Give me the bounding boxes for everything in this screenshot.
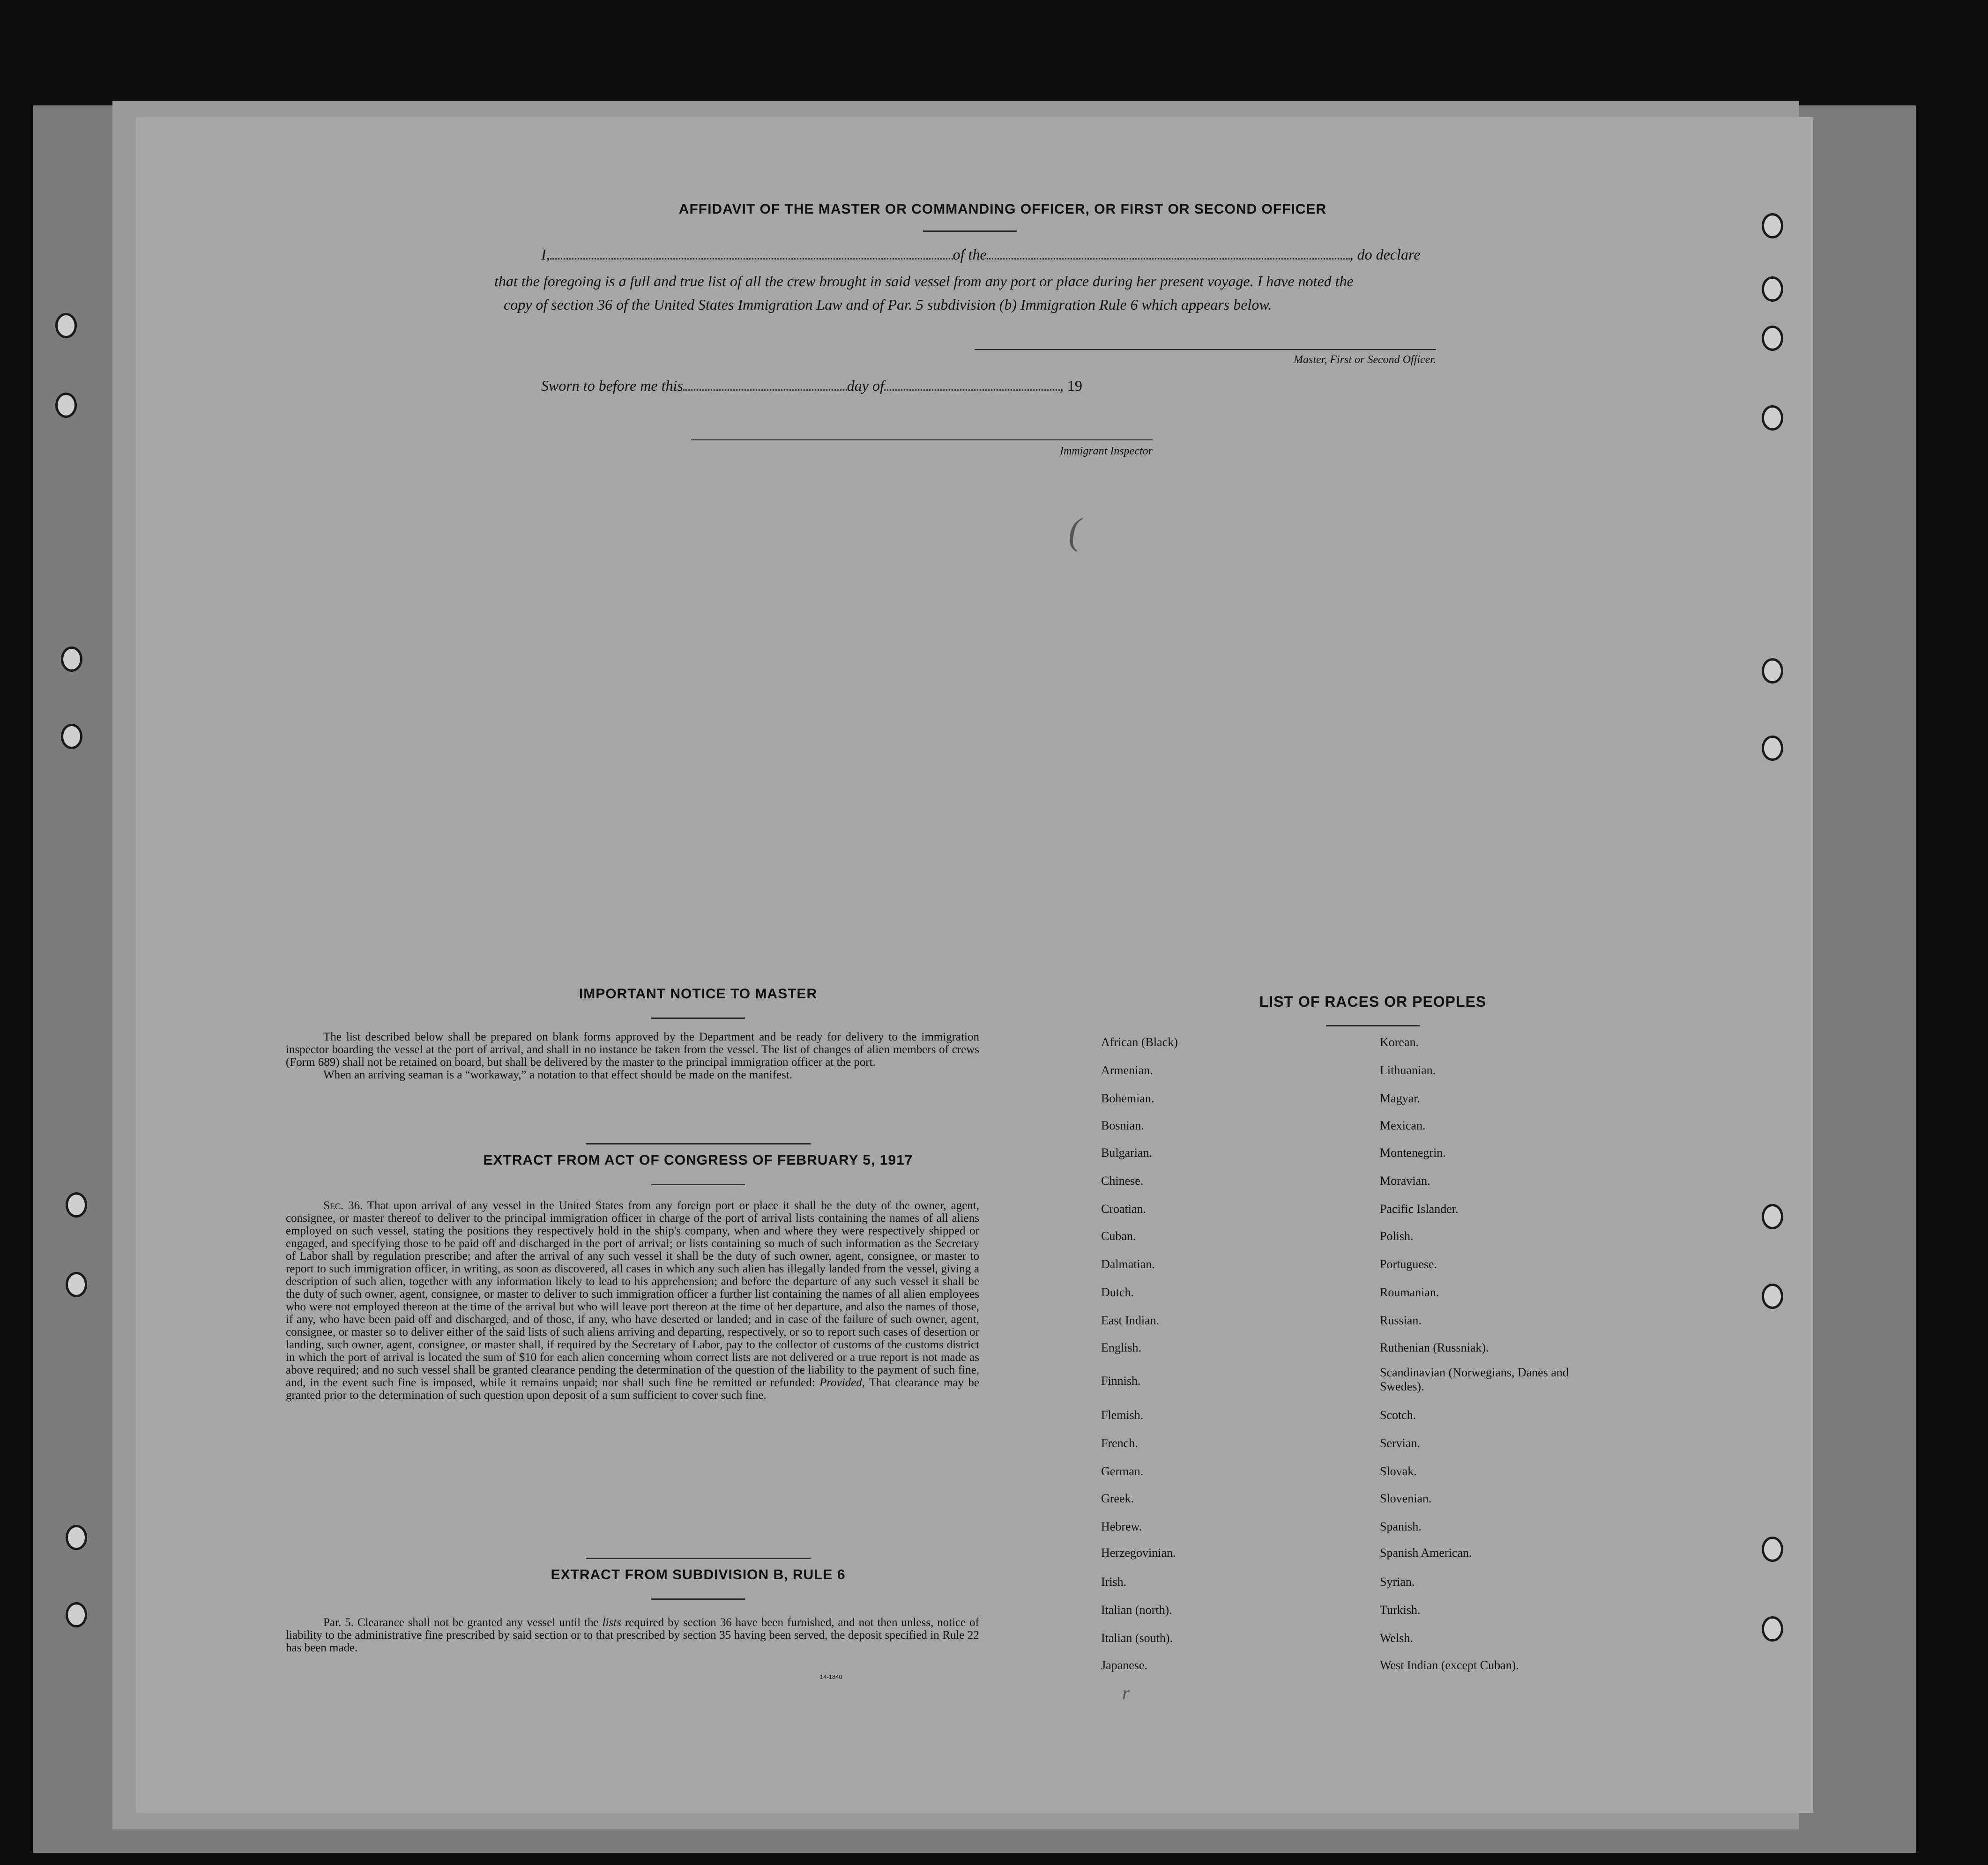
binder-hole: [1762, 1616, 1783, 1642]
do-declare-label: , do declare: [1349, 246, 1421, 263]
binder-hole: [1762, 326, 1783, 351]
rule-extract-title: EXTRACT FROM SUBDIVISION B, RULE 6: [551, 1567, 846, 1583]
race-item: Cuban.: [1101, 1229, 1136, 1243]
race-item: Syrian.: [1380, 1575, 1415, 1589]
declarant-prefix: I,: [541, 246, 550, 263]
race-item: Japanese.: [1101, 1658, 1147, 1672]
race-item: Armenian.: [1101, 1063, 1153, 1077]
section-label: Sec. 36.: [323, 1199, 363, 1212]
notice-divider: [651, 1018, 745, 1019]
binder-hole: [61, 724, 82, 749]
act-extract-text: [286, 1199, 979, 1402]
inspector-label: Immigrant Inspector: [1060, 445, 1153, 457]
affidavit-title: AFFIDAVIT OF THE MASTER OR COMMANDING OFFICER, OR FIRST OR SECOND OFFICER: [678, 201, 1327, 217]
race-item: East Indian.: [1101, 1314, 1160, 1327]
binder-hole: [1762, 1284, 1783, 1309]
race-item: Portuguese.: [1380, 1257, 1437, 1271]
race-item: Dalmatian.: [1101, 1257, 1155, 1271]
sworn-day-field[interactable]: [683, 380, 847, 391]
race-item: Pacific Islander.: [1380, 1202, 1459, 1216]
race-item: Roumanian.: [1380, 1285, 1439, 1299]
race-item: Ruthenian (Russniak).: [1380, 1341, 1489, 1354]
rule-text-after: required by section 36 have been furnished, and not then unless, notice of liability to the administrative fine prescribed by said section or to that prescribed by section 35 having been served, the deposit specified in Rule 22 has been made.: [286, 1616, 980, 1654]
binder-hole: [66, 1272, 87, 1297]
race-item: Flemish.: [1101, 1408, 1144, 1422]
notice-text: [286, 1031, 979, 1081]
proviso-text: That clearance may be granted prior to the determination of such question upon deposit of a sum sufficient to cover such fine.: [286, 1376, 979, 1402]
race-item: Magyar.: [1380, 1092, 1420, 1105]
section-divider: [586, 1143, 811, 1144]
binder-hole: [1762, 1204, 1783, 1229]
year-label: , 19: [1059, 377, 1082, 394]
race-item: Croatian.: [1101, 1202, 1147, 1216]
section-36-text: That upon arrival of any vessel in the United States from any foreign port or place it shall be the duty of the owner, agent, consignee, or master thereof to deliver to the principal immigration officer in charge of the port of arrival lists containing the names of all aliens employed on such vessel, stating the positions they respectively hold in the ship's company, when and where they were respectively shipped or engaged, and specifying those to be paid off and discharged in the port of arrival; or lists containing so much of such information as the Secretary of Labor shall by regulation prescribe; and after the arrival of any such vessel it shall be the duty of such owner, agent, consignee, or master to report to such immigration officer, in writing, as soon as discovered, all cases in which any such alien has illegally landed from the vessel, giving a description of such alien, together with any information likely to lead to his apprehension; and before the departure of any such vessel it shall be the duty of such owner, agent, consignee, or master to deliver to such immigration officer a further list containing the names of all alien employees who were not employed thereon at the time of the arrival but who will leave port thereon at the time of her departure, and also the names of those, if any, who have been paid off and discharged, and of those, if any, who have deserted or landed; and in case of the failure of such owner, agent, consignee, or master so to deliver either of the said lists of such aliens arriving and departing, respectively, or so to report such cases of desertion or landing, such owner, agent, consignee, or master shall, if required by the Secretary of Labor, pay to the collector of customs of the customs district in which the port of arrival is located the sum of $10 for each alien concerning whom correct lists are not delivered or a true report is not made as above required; and no such vessel shall be granted clearance pending the determination of the question of the liability to the payment of such fine, and, in the event such fine is imposed, while it remains unpaid; nor shall such fine be remitted or refunded:: [286, 1199, 980, 1389]
binder-hole: [1762, 213, 1783, 238]
race-item: Scotch.: [1380, 1408, 1416, 1422]
race-item: African (Black): [1101, 1035, 1178, 1049]
sworn-line: [541, 377, 1082, 394]
binder-hole: [1762, 276, 1783, 302]
form-number: 14-1840: [820, 1673, 842, 1680]
affidavit-text-line-3: copy of section 36 of the United States Immigration Law and of Par. 5 subdivision (b) Immigration Rule 6 which appears below.: [504, 296, 1272, 313]
sworn-month-field[interactable]: [884, 380, 1060, 391]
act-extract-title: EXTRACT FROM ACT OF CONGRESS OF FEBRUARY 5, 1917: [483, 1152, 913, 1168]
race-item: Polish.: [1380, 1229, 1414, 1243]
race-item: Servian.: [1380, 1436, 1420, 1450]
race-item: Mexican.: [1380, 1119, 1426, 1132]
inspector-signature-line[interactable]: [691, 439, 1153, 440]
race-item: Slovak.: [1380, 1464, 1417, 1478]
race-item: Scandinavian (Norwegians, Danes and Swedes).: [1380, 1366, 1569, 1393]
race-item: Finnish.: [1101, 1374, 1141, 1388]
master-signature-line[interactable]: [975, 349, 1436, 350]
binder-hole: [1762, 1537, 1783, 1562]
binder-hole: [66, 1525, 87, 1550]
race-item: Russian.: [1380, 1314, 1422, 1327]
rule-divider: [651, 1598, 745, 1600]
affidavit-declaration-line: [541, 246, 1420, 263]
act-divider: [651, 1184, 745, 1185]
race-item: Bohemian.: [1101, 1092, 1154, 1105]
race-item: Lithuanian.: [1380, 1063, 1436, 1077]
race-item: Spanish American.: [1380, 1546, 1472, 1560]
race-item: Slovenian.: [1380, 1492, 1432, 1505]
rule-text-before: Par. 5. Clearance shall not be granted any vessel until the: [323, 1616, 599, 1629]
sworn-prefix: Sworn to before me this: [541, 377, 683, 394]
section-divider: [586, 1558, 811, 1559]
race-item: Herzegovinian.: [1101, 1546, 1176, 1560]
race-item: Spanish.: [1380, 1520, 1422, 1533]
binder-hole: [55, 313, 77, 338]
race-item: Dutch.: [1101, 1285, 1134, 1299]
declarant-name-field[interactable]: [550, 249, 953, 260]
race-item: West Indian (except Cuban).: [1380, 1658, 1519, 1672]
race-item: Montenegrin.: [1380, 1146, 1446, 1159]
rule-extract-text: [286, 1616, 979, 1654]
binder-hole: [66, 1192, 87, 1218]
binder-hole: [66, 1602, 87, 1627]
races-divider: [1326, 1025, 1420, 1026]
race-item: English.: [1101, 1341, 1141, 1354]
binder-hole: [1762, 658, 1783, 684]
race-item: Korean.: [1380, 1035, 1419, 1049]
stray-pencil-mark: (: [1068, 511, 1081, 552]
notice-title: IMPORTANT NOTICE TO MASTER: [579, 986, 818, 1002]
race-item: Greek.: [1101, 1492, 1134, 1505]
races-title: LIST OF RACES OR PEOPLES: [1259, 993, 1487, 1010]
day-of-label: day of: [847, 377, 884, 394]
race-item: French.: [1101, 1436, 1138, 1450]
race-item: Welsh.: [1380, 1631, 1413, 1645]
race-item: Moravian.: [1380, 1174, 1430, 1188]
race-item: Hebrew.: [1101, 1520, 1142, 1533]
title-divider: [923, 230, 1017, 232]
race-item: Irish.: [1101, 1575, 1127, 1589]
of-the-label: of the: [953, 246, 987, 263]
binder-hole: [1762, 405, 1783, 431]
binder-hole: [61, 646, 82, 672]
form-page: [136, 117, 1813, 1813]
notice-paragraph-1: The list described below shall be prepared on blank forms approved by the Department and be ready for delivery to the immigration inspector boarding the vessel at the port of arrival, and shall in no instance be taken from the vessel. The list of changes of alien members of crews (Form 689) shall not be retained on board, but shall be delivered by the master to the principal immigration officer at the port.: [286, 1031, 979, 1069]
race-item: Bulgarian.: [1101, 1146, 1153, 1159]
race-item: Bosnian.: [1101, 1119, 1144, 1132]
vessel-name-field[interactable]: [987, 249, 1350, 260]
race-item: Italian (north).: [1101, 1603, 1172, 1617]
race-item: Italian (south).: [1101, 1631, 1173, 1645]
lists-word: lists: [602, 1616, 621, 1629]
notice-paragraph-2: When an arriving seaman is a “workaway,” a notation to that effect should be made on the manifest.: [323, 1069, 793, 1081]
proviso-word: Provided,: [819, 1376, 865, 1389]
master-signature-label: Master, First or Second Officer.: [1294, 354, 1436, 366]
binder-hole: [55, 393, 77, 418]
binder-hole: [1762, 736, 1783, 761]
stray-pencil-mark: r: [1122, 1682, 1130, 1703]
race-item: Chinese.: [1101, 1174, 1144, 1188]
race-item: German.: [1101, 1464, 1144, 1478]
race-item: Turkish.: [1380, 1603, 1421, 1617]
affidavit-text-line-2: that the foregoing is a full and true list of all the crew brought in said vessel from any port or place during her present voyage. I have noted the: [494, 273, 1354, 290]
